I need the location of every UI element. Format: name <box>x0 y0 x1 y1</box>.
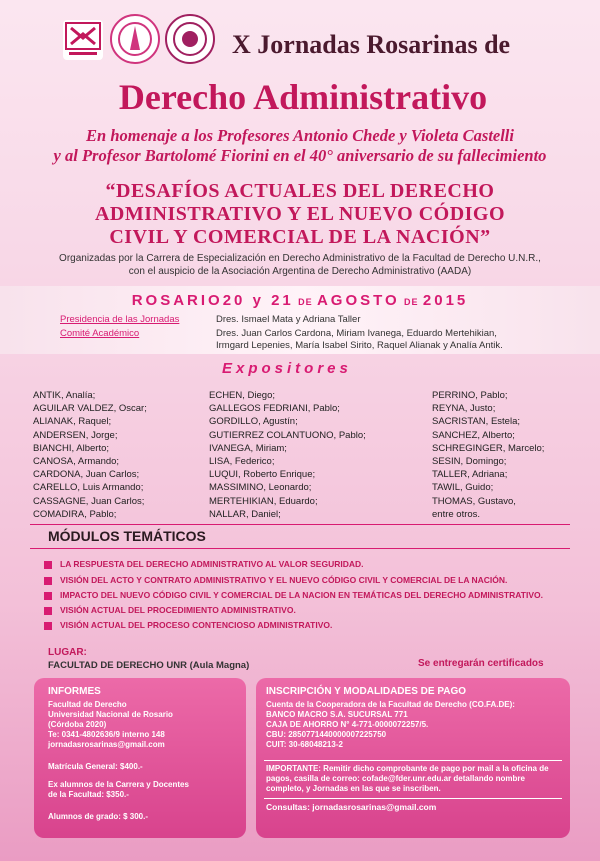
speaker-name: TALLER, Adriana; <box>432 469 508 481</box>
speaker-name: CANOSA, Armando; <box>33 456 120 468</box>
speakers-column-1 <box>33 389 147 521</box>
speaker-name: CARDONA, Juan Carlos; <box>33 469 140 481</box>
speaker-name: GORDILLO, Agustín; <box>209 416 298 428</box>
organizer-line-1: Organizadas por la Carrera de Especialización en Derecho Administrativo de la Facultad de Derecho U.N.R., <box>59 253 541 264</box>
speaker-name: BIANCHI, Alberto; <box>33 442 110 454</box>
bullet-square-icon <box>44 577 52 585</box>
speaker-name: LISA, Federico; <box>209 456 275 468</box>
certificates-note: Se entregarán certificados <box>418 658 544 669</box>
speaker-name: SESIN, Domingo; <box>432 456 507 468</box>
bullet-square-icon <box>44 561 52 569</box>
divider <box>30 548 570 549</box>
speaker-name: CASSAGNE, Juan Carlos; <box>33 495 145 507</box>
speaker-name: MASSIMINO, Leonardo; <box>209 482 312 494</box>
speaker-name: TAWIL, Guido; <box>432 482 494 494</box>
speaker-name: CARELLO, Luis Armando; <box>33 482 144 494</box>
contact-email: Consultas: jornadasrosarinas@gmail.com <box>266 802 437 812</box>
divider <box>264 760 562 761</box>
university-seal-icon <box>165 14 215 64</box>
module-item: VISIÓN ACTUAL DEL PROCESO CONTENCIOSO ADMINISTRATIVO. <box>44 620 332 630</box>
faculty-logo <box>63 20 103 60</box>
homage-line-2: y al Profesor Bartolomé Fiorini en el 40° aniversario de su fallecimiento <box>53 146 547 165</box>
module-item: VISIÓN DEL ACTO Y CONTRATO ADMINISTRATIVO Y EL NUEVO CÓDIGO CIVIL Y COMERCIAL DE LA NACIÓN. <box>44 575 507 585</box>
modules-title: MÓDULOS TEMÁTICOS <box>48 528 206 544</box>
info-card <box>34 678 246 838</box>
bullet-square-icon <box>44 592 52 600</box>
theme-line-3: CIVIL Y COMERCIAL DE LA NACIÓN” <box>109 226 491 248</box>
speaker-name: ECHEN, Diego; <box>209 390 275 401</box>
fee-general: Matrícula General: $400.- <box>48 762 143 771</box>
speaker-name: SANCHEZ, Alberto; <box>432 429 515 441</box>
event-main-title: Derecho Administrativo <box>118 77 488 117</box>
fee-alumni: Ex alumnos de la Carrera y Docentes de la Facultad: $350.- <box>48 780 189 799</box>
speakers-title: Expositores <box>222 360 352 377</box>
committee-label: Comité Académico <box>60 328 140 339</box>
speakers-column-3 <box>432 389 544 521</box>
committee-line-1: Dres. Juan Carlos Cardona, Miriam Ivanega, Eduardo Mertehikian, <box>216 328 497 339</box>
theme-line-2: ADMINISTRATIVO Y EL NUEVO CÓDIGO <box>94 203 506 225</box>
speaker-name: THOMAS, Gustavo, <box>432 495 516 507</box>
speaker-name: PERRINO, Pablo; <box>432 390 508 401</box>
fee-students: Alumnos de grado: $ 300.- <box>48 812 149 821</box>
speaker-name: IVANEGA, Miriam; <box>209 442 287 454</box>
divider <box>264 798 562 799</box>
module-item: IMPACTO DEL NUEVO CÓDIGO CIVIL Y COMERCIAL DE LA NACION EN TEMÁTICAS DEL DERECHO ADMINISTRATIVO. <box>44 590 543 600</box>
presidency-label: Presidencia de las Jornadas <box>60 314 180 325</box>
committee-line-2: Irmgard Lepenies, María Isabel Sirito, Raquel Alianak y Analía Antik. <box>216 340 503 351</box>
speakers-column-2 <box>209 389 366 521</box>
place-label: LUGAR: <box>48 647 87 658</box>
speaker-name: ANTIK, Analía; <box>33 390 96 401</box>
info-address: Facultad de Derecho Universidad Nacional de Rosario (Córdoba 2020) Te: 0341-4802636/9 interno 148 jornadasrosarinas@gmail.com <box>48 700 173 749</box>
speaker-name: ANDERSEN, Jorge; <box>33 429 118 441</box>
speaker-name: AGUILAR VALDEZ, Oscar; <box>33 403 147 415</box>
speaker-name: LUQUI, Roberto Enrique; <box>209 469 316 481</box>
speaker-name: NALLAR, Daniel; <box>209 508 281 520</box>
payment-title: INSCRIPCIÓN Y MODALIDADES DE PAGO <box>266 686 467 697</box>
theme-line-1: “DESAFÍOS ACTUALES DEL DERECHO <box>105 180 495 202</box>
presidency-value: Dres. Ismael Mata y Adriana Taller <box>216 314 361 325</box>
divider <box>30 524 570 525</box>
speaker-name: MERTEHIKIAN, Eduardo; <box>209 495 318 507</box>
payment-card <box>256 678 570 838</box>
place-value: FACULTAD DE DERECHO UNR (Aula Magna) <box>48 660 250 671</box>
bullet-square-icon <box>44 622 52 630</box>
payment-important: IMPORTANTE: Remitir dicho comprobante de pago por mail a la oficina de pagos, casilla de correo: cofade@fder.unr.edu.ar detallando nombre completo, y Jornadas en las que se inscriben. <box>266 764 549 793</box>
bullet-square-icon <box>44 607 52 615</box>
organizer-line-2: con el auspicio de la Asociación Argentina de Derecho Administrativo (AADA) <box>128 266 472 277</box>
speaker-name: REYNA, Justo; <box>432 403 496 415</box>
event-dates: ROSARIO20 y 21 DE AGOSTO DE 2015 <box>131 292 469 309</box>
module-item: LA RESPUESTA DEL DERECHO ADMINISTRATIVO AL VALOR SEGURIDAD. <box>44 559 364 569</box>
speaker-name: COMADIRA, Pablo; <box>33 508 117 520</box>
module-item: VISIÓN ACTUAL DEL PROCEDIMIENTO ADMINISTRATIVO. <box>44 605 296 615</box>
homage-line-1: En homenaje a los Profesores Antonio Chede y Violeta Castelli <box>86 126 514 145</box>
speaker-name: entre otros. <box>432 508 481 520</box>
info-title: INFORMES <box>48 686 101 697</box>
association-seal-icon <box>110 14 160 64</box>
speaker-name: ALIANAK, Raquel; <box>33 416 112 428</box>
speaker-name: SCHREGINGER, Marcelo; <box>432 442 545 454</box>
payment-account: Cuenta de la Cooperadora de la Facultad de Derecho (CO.FA.DE): BANCO MACRO S.A. SUCURSAL 771 CAJA DE AHORRO N° 4-771-0000072257/5. CBU: 2850771440000007225750 CUIT: 30-68048213-2 <box>266 700 515 749</box>
speaker-name: GUTIERREZ COLANTUONO, Pablo; <box>209 429 366 441</box>
event-edition-title: X Jornadas Rosarinas de <box>232 30 511 59</box>
speaker-name: SACRISTAN, Estela; <box>432 416 520 428</box>
speaker-name: GALLEGOS FEDRIANI, Pablo; <box>209 403 340 415</box>
